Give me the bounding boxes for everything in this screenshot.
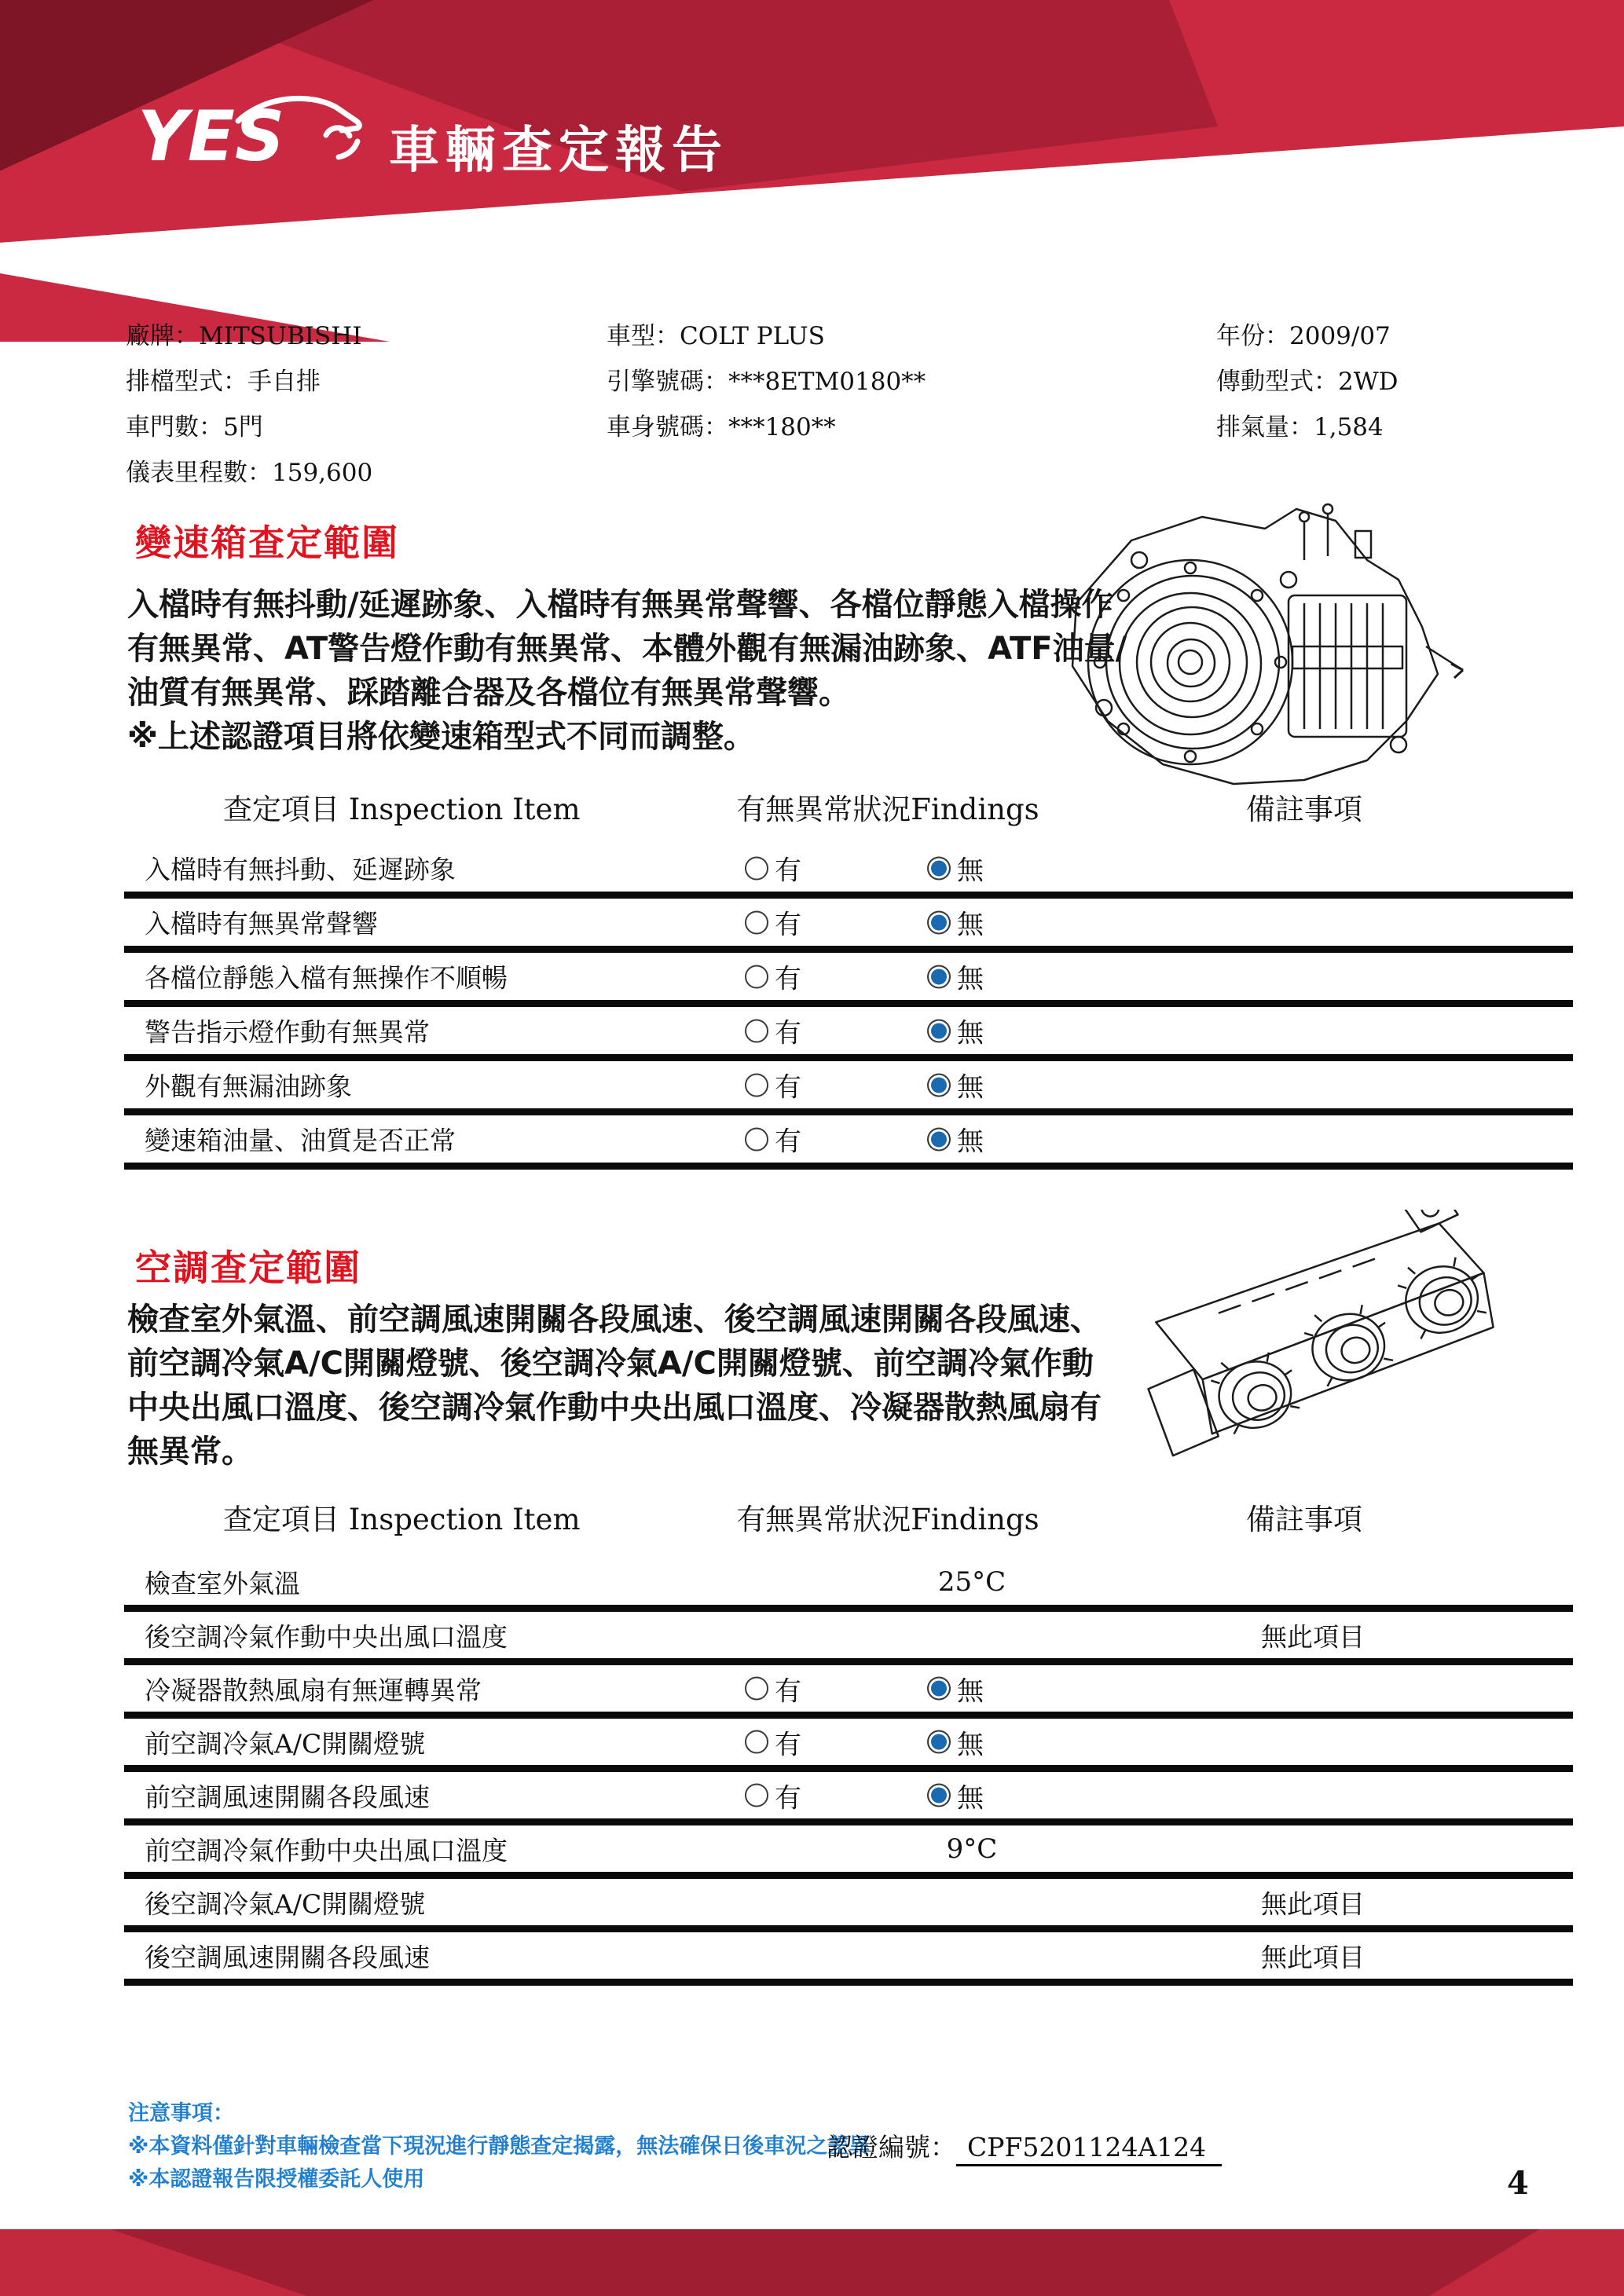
option-no-label: 無 <box>957 1071 984 1104</box>
row-item-label: 後空調冷氣A/C開關燈號 <box>145 1888 426 1919</box>
option-no-label: 無 <box>957 1729 984 1760</box>
table-row <box>124 1007 1573 1061</box>
row-item-label: 檢查室外氣溫 <box>145 1568 300 1598</box>
radio-yes-icon[interactable] <box>745 1677 768 1701</box>
transmission-desc-line: 入檔時有無抖動/延遲跡象、入檔時有無異常聲響、各檔位靜態入檔操作 <box>127 587 1113 623</box>
info-year: 年份：2009/07 <box>1216 322 1391 350</box>
table-row <box>124 1932 1573 1986</box>
header-banner <box>0 0 1624 342</box>
table-row <box>124 899 1573 953</box>
table-row <box>124 1612 1573 1665</box>
option-no-abnormality[interactable] <box>927 1723 984 1761</box>
info-displacement: 排氣量：1,584 <box>1216 413 1384 441</box>
option-yes-label: 有 <box>775 855 801 887</box>
table-row <box>124 844 1573 899</box>
yes-logo-car-icon <box>137 85 373 173</box>
radio-no-selected-icon[interactable] <box>927 1730 951 1754</box>
option-no-abnormality[interactable] <box>927 1120 984 1159</box>
info-chassis-no: 車身號碼：***180** <box>607 413 836 441</box>
logo-text: YES <box>137 96 285 173</box>
option-no-label: 無 <box>957 909 984 941</box>
table-row <box>124 1115 1573 1170</box>
certification-value: CPF5201124A124 <box>956 2132 1222 2166</box>
row-item-label: 冷凝器散熱風扇有無運轉異常 <box>145 1675 482 1705</box>
option-has-abnormality[interactable] <box>745 958 801 996</box>
ac-section-title: 空調查定範圍 <box>135 1247 361 1289</box>
row-item-label: 入檔時有無抖動、延遲跡象 <box>145 854 456 885</box>
ac-panel-illustration <box>1096 1210 1536 1485</box>
radio-yes-icon[interactable] <box>745 1073 768 1097</box>
row-item-label: 前空調冷氣A/C開關燈號 <box>145 1728 426 1759</box>
note-line-1: ※本資料僅針對車輛檢查當下現況進行靜態查定揭露，無法確保日後車況之差異 <box>128 2134 871 2159</box>
table1-header-remark: 備註事項 <box>1246 793 1362 826</box>
table2-header-remark: 備註事項 <box>1246 1503 1362 1536</box>
table-row <box>124 1061 1573 1115</box>
transmission-section-title: 變速箱查定範圍 <box>135 522 399 564</box>
table-row <box>124 1665 1573 1719</box>
option-no-label: 無 <box>957 855 984 887</box>
radio-yes-icon[interactable] <box>745 965 768 988</box>
option-no-label: 無 <box>957 963 984 995</box>
info-drivetrain: 傳動型式：2WD <box>1216 368 1399 396</box>
info-gearbox-type: 排檔型式：手自排 <box>126 368 321 396</box>
table-row <box>124 1879 1573 1932</box>
ac-desc-line: 檢查室外氣溫、前空調風速開關各段風速、後空調風速開關各段風速、 <box>127 1302 1102 1338</box>
option-has-abnormality[interactable] <box>745 1669 801 1708</box>
option-has-abnormality[interactable] <box>745 903 801 942</box>
option-has-abnormality[interactable] <box>745 1066 801 1104</box>
row-item-label: 後空調風速開關各段風速 <box>145 1942 430 1972</box>
row-item-label: 入檔時有無異常聲響 <box>145 908 378 939</box>
option-has-abnormality[interactable] <box>745 1012 801 1050</box>
option-yes-label: 有 <box>775 1071 801 1104</box>
option-no-abnormality[interactable] <box>927 849 984 888</box>
option-yes-label: 有 <box>775 1729 801 1760</box>
radio-yes-icon[interactable] <box>745 856 768 880</box>
option-no-label: 無 <box>957 1017 984 1049</box>
transmission-description <box>127 583 1127 759</box>
radio-no-selected-icon[interactable] <box>927 1127 951 1151</box>
option-no-abnormality[interactable] <box>927 958 984 996</box>
radio-no-selected-icon[interactable] <box>927 1073 951 1097</box>
option-no-abnormality[interactable] <box>927 903 984 942</box>
row-item-label: 前空調冷氣作動中央出風口溫度 <box>145 1835 508 1866</box>
info-model: 車型：COLT PLUS <box>607 322 825 350</box>
notes-title: 注意事項： <box>128 2101 234 2126</box>
remark-label: 無此項目 <box>1261 1888 1365 1919</box>
row-item-label: 變速箱油量、油質是否正常 <box>145 1125 456 1156</box>
certification-number <box>827 2127 1222 2164</box>
option-no-abnormality[interactable] <box>927 1066 984 1104</box>
transmission-desc-line: 有無異常、AT警告燈作動有無異常、本體外觀有無漏油跡象、ATF油量/ <box>127 631 1127 667</box>
option-yes-label: 有 <box>775 963 801 995</box>
table-row <box>124 1772 1573 1825</box>
option-has-abnormality[interactable] <box>745 849 801 888</box>
option-no-abnormality[interactable] <box>927 1669 984 1708</box>
radio-yes-icon[interactable] <box>745 1730 768 1754</box>
transmission-line-drawing-icon <box>1029 485 1485 796</box>
radio-no-selected-icon[interactable] <box>927 965 951 988</box>
radio-yes-icon[interactable] <box>745 1127 768 1151</box>
table1-header-findings: 有無異常狀況Findings <box>736 793 1039 826</box>
option-no-abnormality[interactable] <box>927 1776 984 1814</box>
row-item-label: 前空調風速開關各段風速 <box>145 1782 430 1812</box>
radio-yes-icon[interactable] <box>745 1784 768 1807</box>
option-no-label: 無 <box>957 1675 984 1707</box>
table-row <box>124 1719 1573 1772</box>
radio-yes-icon[interactable] <box>745 910 768 934</box>
table-row <box>124 1825 1573 1879</box>
radio-no-selected-icon[interactable] <box>927 1784 951 1807</box>
option-no-abnormality[interactable] <box>927 1012 984 1050</box>
ac-desc-line: 前空調冷氣A/C開關燈號、後空調冷氣A/C開關燈號、前空調冷氣作動 <box>127 1346 1094 1382</box>
ac-desc-line: 無異常。 <box>127 1434 253 1470</box>
row-item-label: 警告指示燈作動有無異常 <box>145 1016 430 1048</box>
remark-label: 無此項目 <box>1261 1621 1365 1652</box>
table-row <box>124 953 1573 1007</box>
option-has-abnormality[interactable] <box>745 1776 801 1814</box>
ac-control-panel-line-drawing-icon <box>1096 1210 1536 1485</box>
radio-yes-icon[interactable] <box>745 1019 768 1042</box>
table1-header-item: 查定項目 Inspection Item <box>223 793 581 826</box>
radio-no-selected-icon[interactable] <box>927 1019 951 1042</box>
finding-value: 25°C <box>937 1565 1006 1598</box>
option-no-label: 無 <box>957 1782 984 1814</box>
certification-label: 認證編號： <box>827 2132 956 2162</box>
option-yes-label: 有 <box>775 1782 801 1814</box>
option-yes-label: 有 <box>775 1126 801 1158</box>
option-has-abnormality[interactable] <box>745 1723 801 1761</box>
option-yes-label: 有 <box>775 909 801 941</box>
transmission-adjust-note: ※上述認證項目將依變速箱型式不同而調整。 <box>127 719 755 755</box>
info-engine-no: 引擎號碼：***8ETM0180** <box>607 368 926 396</box>
row-item-label: 外觀有無漏油跡象 <box>145 1071 352 1102</box>
table-row <box>124 1558 1573 1612</box>
table2-header-findings: 有無異常狀況Findings <box>736 1503 1039 1536</box>
info-doors: 車門數：5門 <box>126 413 263 441</box>
table2-header-item: 查定項目 Inspection Item <box>223 1503 581 1536</box>
radio-no-selected-icon[interactable] <box>927 856 951 880</box>
transmission-desc-line: 油質有無異常、踩踏離合器及各檔位有無異常聲響。 <box>127 675 850 711</box>
option-has-abnormality[interactable] <box>745 1120 801 1159</box>
radio-no-selected-icon[interactable] <box>927 910 951 934</box>
row-item-label: 各檔位靜態入檔有無操作不順暢 <box>145 962 508 994</box>
footer-banner <box>0 2229 1624 2296</box>
radio-no-selected-icon[interactable] <box>927 1677 951 1701</box>
brand-logo <box>137 85 373 173</box>
remark-label: 無此項目 <box>1261 1942 1365 1972</box>
ac-desc-line: 中央出風口溫度、後空調冷氣作動中央出風口溫度、冷凝器散熱風扇有 <box>127 1390 1102 1426</box>
option-yes-label: 有 <box>775 1017 801 1049</box>
info-odometer: 儀表里程數：159,600 <box>126 459 373 487</box>
ac-description <box>127 1298 1102 1474</box>
transmission-illustration <box>1029 485 1485 796</box>
row-item-label: 後空調冷氣作動中央出風口溫度 <box>145 1621 508 1652</box>
finding-value: 9°C <box>946 1833 998 1865</box>
note-line-2: ※本認證報告限授權委託人使用 <box>128 2167 425 2192</box>
info-brand: 廠牌：MITSUBISHI <box>126 322 362 350</box>
page-number: 4 <box>1507 2165 1529 2202</box>
page-title: 車輛查定報告 <box>389 122 728 180</box>
option-yes-label: 有 <box>775 1675 801 1707</box>
option-no-label: 無 <box>957 1126 984 1158</box>
